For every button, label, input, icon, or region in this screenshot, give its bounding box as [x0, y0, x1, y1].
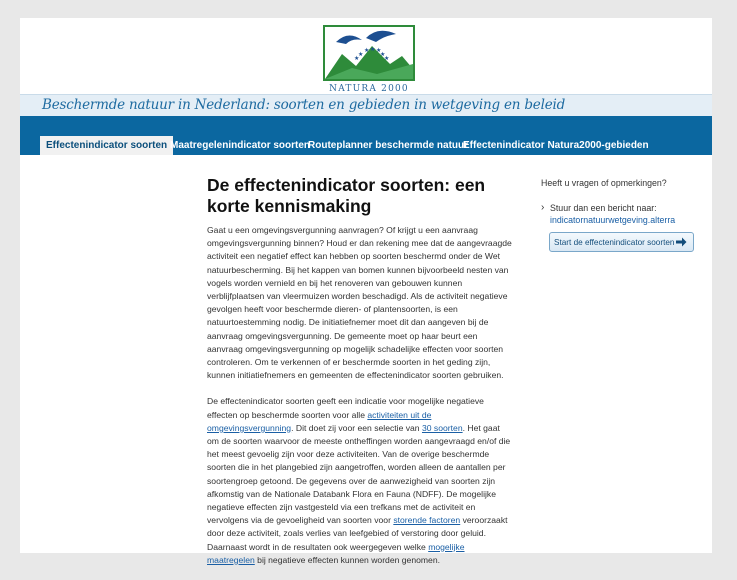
- paragraph-text: bij negatieve effecten kunnen worden genomen.: [254, 554, 440, 565]
- start-button-label: Start de effectenindicator soorten: [554, 237, 675, 247]
- subtitle-bar: [20, 94, 712, 116]
- svg-text:★: ★: [370, 46, 376, 53]
- svg-text:★: ★: [354, 55, 360, 62]
- link-30-soorten[interactable]: 30 soorten: [421, 422, 463, 433]
- svg-text:★: ★: [376, 47, 382, 54]
- natura2000-logo[interactable]: [322, 24, 416, 94]
- link-activiteiten[interactable]: activiteiten uit de omgevingsvergunning: [207, 409, 432, 433]
- tab-effectenindicator-soorten[interactable]: Effectenindicator soorten: [40, 136, 173, 155]
- tab-effectenindicator-natura2000[interactable]: Effectenindicator Natura2000-gebieden: [463, 140, 649, 151]
- svg-text:★: ★: [384, 55, 390, 62]
- paragraph-text: . Het gaat om de soorten waarvoor de meeste ontheffingen worden aangevraagd en/of die het meest gevoelig zijn voor deze activiteiten. Van de overige beschermde soorten die in het plangebied zijn aangetroffen, worden alleen de aantallen per soortengroep getoond. De gegevens over de aanwezigheid van soorten zijn afkomstig van de Nationale Databank Flora en Fauna (NDFF). De mogelijke negatieve effecten zijn vastgesteld via een trefkans met de activiteit en vervolgens via de gevoeligheid van soorten voor: [207, 422, 511, 526]
- arrow-right-icon: [676, 237, 687, 247]
- paragraph-text: veroorzaakt door deze activiteit, zoals verlies van leefgebied of verstoring door geluid. Daarnaast wordt in de resultaten ook weergegeven welke: [207, 515, 508, 552]
- svg-text:★: ★: [380, 51, 386, 58]
- tab-routeplanner-beschermde-natuur[interactable]: Routeplanner beschermde natuur: [308, 140, 469, 151]
- svg-text:★: ★: [358, 51, 364, 58]
- link-mogelijke-maatregelen[interactable]: mogelijke maatregelen: [207, 541, 465, 565]
- description-paragraph: [207, 395, 512, 567]
- logo-text: NATURA 2000: [329, 84, 409, 94]
- contact-label: Stuur dan een bericht naar:: [550, 203, 657, 213]
- main-navigation: [20, 116, 712, 155]
- intro-paragraph: Gaat u een omgevingsvergunning aanvragen? Of krijgt u een aanvraag omgevingsvergunning binnen? Houd er dan rekening mee dat de aangevraagde activiteit een negatief effect kan hebben op soorten beschermd onder de Wet natuurbescherming. Bij het kappen van bomen kunnen bijvoorbeeld nesten van vogels worden vernield en bij het renoveren van gebouwen kunnen verblijfplaatsen van vleermuizen worden beschadigd. Als de activiteit negatieve gevolgen heeft voor beschermde dieren- of plantensoorten, is een natuurtoestemming nodig. De initiatiefnemer moet dit dan aangeven bij de aanvraag omgevingsvergunning. De gemeente moet op haar beurt een aanvraag omgevingsvergunning op mogelijk schadelijke effecten voor soorten controleren. Om te verkennen of er beschermde soorten in het geding zijn, kunnen initiatiefnemers en gemeenten de effectenindicator soorten gebruiken.: [207, 225, 512, 381]
- svg-text:★: ★: [364, 47, 370, 54]
- sidebar: [541, 178, 701, 252]
- paragraph-text: De effectenindicator soorten geeft een indicatie voor mogelijke negatieve effecten op beschermde soorten voor alle: [207, 396, 484, 420]
- sidebar-question: Heeft u vragen of opmerkingen?: [541, 178, 667, 188]
- start-effectenindicator-button[interactable]: [549, 232, 694, 252]
- site-subtitle: Beschermde natuur in Nederland: soorten en gebieden in wetgeving en beleid: [42, 97, 566, 113]
- page: [20, 18, 712, 565]
- tab-maatregelenindicator-soorten[interactable]: Maatregelenindicator soorten: [170, 140, 311, 151]
- natura2000-logo-graphic: [322, 24, 416, 94]
- link-storende-factoren[interactable]: storende factoren: [393, 515, 461, 526]
- main-content: [207, 224, 512, 580]
- contact-email-link[interactable]: indicatornatuurwetgeving.alterra: [550, 215, 676, 225]
- contact-block: [541, 202, 701, 226]
- paragraph-text: . Dit doet zij voor een selectie van: [291, 422, 422, 433]
- chevron-right-icon: ›: [541, 202, 545, 213]
- page-title: De effectenindicator soorten: een korte kennismaking: [207, 175, 486, 216]
